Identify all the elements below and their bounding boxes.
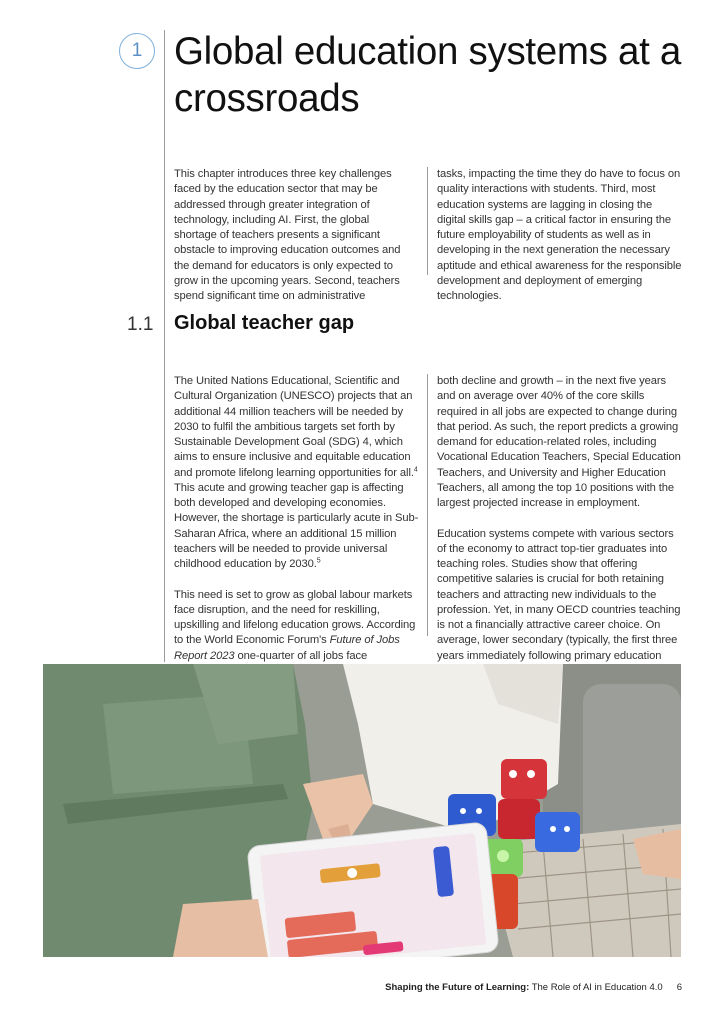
intro-column-divider	[427, 167, 428, 275]
section-title: Global teacher gap	[174, 312, 355, 334]
section-right-paragraph-2: Education systems compete with various sectors of the economy to attract top-tier graduates into teaching roles. Studies show that offering competitive salaries is crucial for both retaining teachers and attracting new individuals to the profession. Yet, in many OECD countries teaching is not a financially attractive career choice. On average, lower secondary (typically, the first three years immediately following primary education	[437, 527, 681, 662]
photo-child-using-tablet-with-robot-cubes	[43, 664, 681, 957]
section-left-paragraph-2: This need is set to grow as global labour markets face disruption, and the need for reskilling, upskilling and lifelong education grows. According to the World Economic Forum's Future of Jobs Report 2023 one-quarter of all jobs face	[174, 588, 416, 662]
page-number: 6	[676, 982, 682, 993]
section-number: 1.1	[127, 314, 154, 335]
intro-left-column	[174, 167, 410, 304]
section-right-column	[437, 374, 683, 664]
section-right-paragraph-1: both decline and growth – in the next five years and on average over 40% of the core skills required in all jobs are expected to change during that period. As such, the report predicts a growing demand for education-related roles, including Vocational Education Teachers, Special Education Teachers, and University and Higher Education Teachers, all among the top 10 positions with the largest projected increase in employment.	[437, 375, 681, 509]
section-left-paragraph-1: The United Nations Educational, Scientific and Cultural Organization (UNESCO) projects that an additional 44 million teachers will be needed by 2030 to fulfil the ambitious targets set forth by Sustainable Development Goal (SDG) 4, which aims to ensure inclusive and equitable education and promote lifelong learning opportunities for all.$^4$ This acute and growing teacher gap is affecting both developed and developing economies. However, the shortage is particularly acute in Sub-Saharan Africa, where an additional 15 million teachers will be needed to provide universal childhood education by 2030.$^5$	[174, 375, 419, 570]
title-vertical-rule	[164, 30, 165, 662]
chapter-title: Global education systems at a crossroads	[174, 30, 682, 120]
intro-right-column	[437, 167, 683, 304]
footer-title: Shaping the Future of Learning: The Role of AI in Education 4.0	[385, 982, 663, 993]
intro-right-paragraph: tasks, impacting the time they do have to focus on quality interactions with students. Third, most education systems are lagging in closing the digital skills gap – a critical factor in ensuring the future employability of students as well as in developing in the next generation the necessary aptitude and ethical awareness for the responsible development and deployment of emerging technologies.	[437, 168, 682, 302]
section-left-column	[174, 374, 422, 679]
chapter-number-badge: 1	[119, 33, 155, 69]
intro-left-paragraph: This chapter introduces three key challenges faced by the education sector that may be addressed through greater integration of technology, including AI. First, the global shortage of teachers presents a significant obstacle to improving education outcomes and the demand for educators is only expected to grow in the upcoming years. Second, teachers spend significant time on administrative	[174, 168, 401, 302]
page-footer	[385, 982, 682, 993]
section-column-divider	[427, 374, 428, 636]
